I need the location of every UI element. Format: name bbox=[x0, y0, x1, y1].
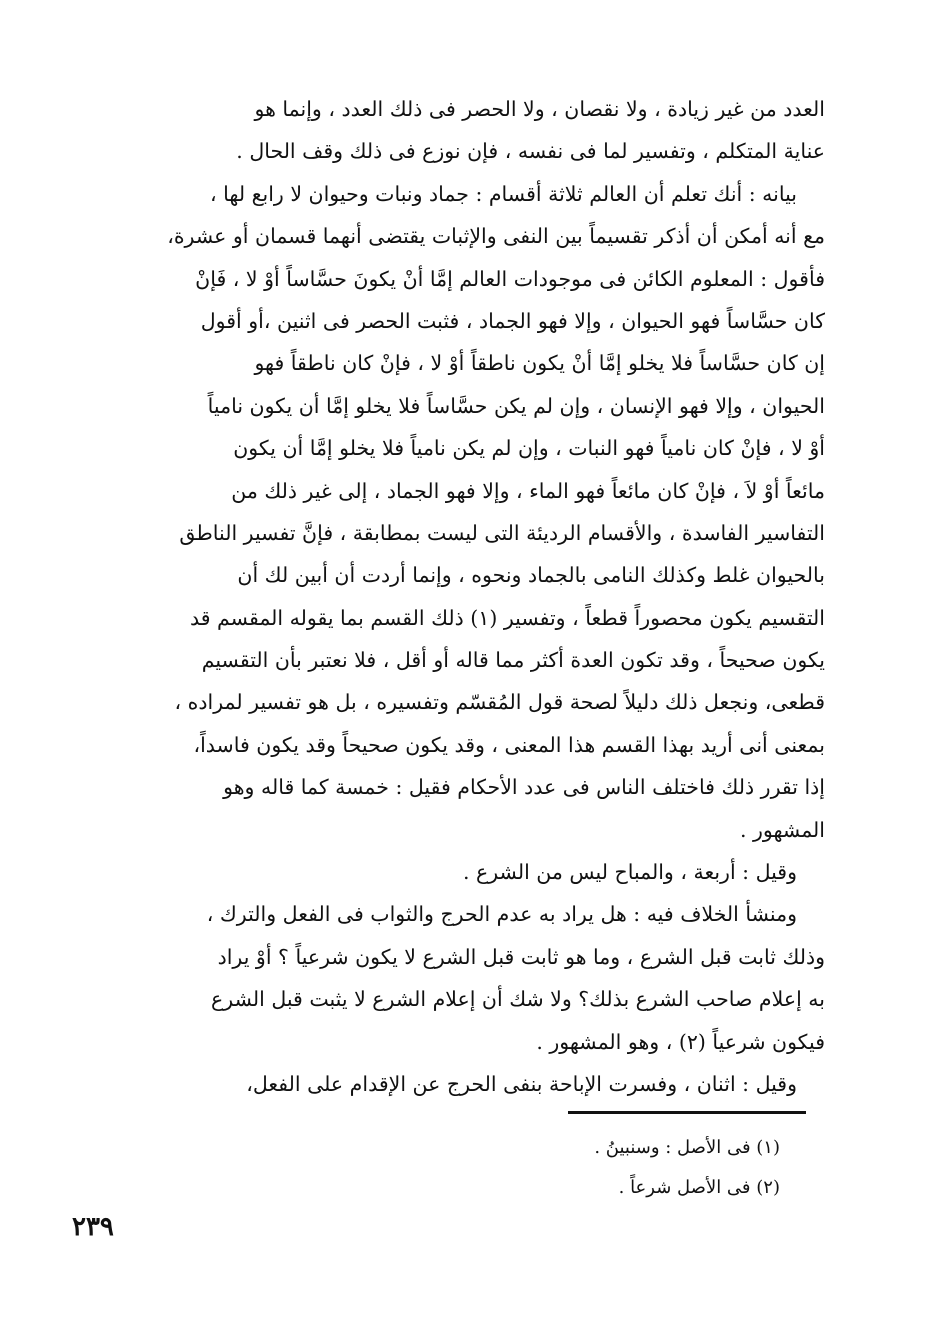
text-line: التقسيم يكون محصوراً قطعاً ، وتفسير (١) ذلك القسم بما يقوله المقسم قد bbox=[189, 605, 825, 630]
text-line: التفاسير الفاسدة ، والأقسام الرديئة التى ليست بمطابقة ، فإنَّ تفسير الناطق bbox=[179, 520, 825, 545]
text-line: أوْ لا ، فإنْ كان نامياً فهو النبات ، وإن لم يكن نامياً فلا يخلو إمَّا أن يكون bbox=[233, 436, 825, 461]
text-line: وقيل : أربعة ، والمباح ليس من الشرع . bbox=[462, 860, 797, 885]
text-line: بيانه : أنك تعلم أن العالم ثلاثة أقسام : جماد ونبات وحيوان لا رابع لها ، bbox=[210, 181, 797, 206]
text-line: فأقول : المعلوم الكائن فى موجودات العالم إمَّا أنْ يكونَ حسَّاساً أوْ لا ، فَإنْ bbox=[195, 266, 825, 291]
footnote-1: (١) فى الأصل : وسنبينُ . bbox=[594, 1137, 780, 1158]
body-text bbox=[95, 88, 825, 1105]
text-line: كان حسَّاساً فهو الحيوان ، وإلا فهو الجماد ، فثبت الحصر فى اثنين ،أو أقول bbox=[200, 308, 825, 333]
text-line: بمعنى أنى أريد بهذا القسم هذا المعنى ، وقد يكون صحيحاً وقد يكون فاسداً، bbox=[193, 732, 825, 757]
text-line: إن كان حسَّاساً فلا يخلو إمَّا أنْ يكون ناطقاً أوْ لا ، فإنْ كان ناطقاً فهو bbox=[254, 351, 825, 376]
text-line: مائعاً أوْ لاَ ، فإنْ كان مائعاً فهو الماء ، وإلا فهو الجماد ، إلى غير ذلك من bbox=[231, 478, 825, 503]
text-line: يكون صحيحاً ، وقد تكون العدة أكثر مما قاله أو أقل ، فلا نعتبر بأن التقسيم bbox=[201, 648, 825, 673]
footnotes bbox=[380, 1128, 780, 1208]
text-line: الحيوان ، وإلا فهو الإنسان ، وإن لم يكن حسَّاساً فلا يخلو إمَّا أن يكون نامياً bbox=[207, 393, 825, 418]
footnote-divider bbox=[568, 1111, 806, 1114]
text-line: عناية المتكلم ، وتفسير لما فى نفسه ، فإن نوزع فى ذلك وقف الحال . bbox=[236, 139, 825, 164]
text-line: العدد من غير زيادة ، ولا نقصان ، ولا الحصر فى ذلك العدد ، وإنما هو bbox=[254, 97, 825, 121]
text-line: قطعى، ونجعل ذلك دليلاً لصحة قول المُقسّم وتفسيره ، بل هو تفسير لمراده ، bbox=[174, 690, 825, 715]
footnote-2: (٢) فى الأصل شرعاً . bbox=[618, 1177, 780, 1198]
text-line: وقيل : اثنان ، وفسرت الإباحة بنفى الحرج عن الإقدام على الفعل، bbox=[246, 1071, 797, 1096]
text-line: المشهور . bbox=[739, 817, 825, 842]
text-line: به إعلام صاحب الشرع بذلك؟ ولا شك أن إعلام الشرع لا يثبت قبل الشرع bbox=[211, 987, 825, 1012]
text-line: وذلك ثابت قبل الشرع ، وما هو ثابت قبل الشرع لا يكون شرعياً ؟ أوْ يراد bbox=[217, 944, 825, 969]
text-line: إذا تقرر ذلك فاختلف الناس فى عدد الأحكام فقيل : خمسة كما قاله وهو bbox=[223, 775, 825, 800]
text-line: بالحيوان غلط وكذلك النامى بالجماد ونحوه ، وإنما أردت أن أبين لك أن bbox=[237, 563, 825, 588]
page-number: ٢٣٩ bbox=[72, 1212, 114, 1242]
text-line: مع أنه أمكن أن أذكر تقسيماً بين النفى والإثبات يقتضى أنهما قسمان أو عشرة، bbox=[167, 224, 825, 249]
text-line: فيكون شرعياً (٢) ، وهو المشهور . bbox=[536, 1029, 825, 1054]
text-line: ومنشأ الخلاف فيه : هل يراد به عدم الحرج والثواب فى الفعل والترك ، bbox=[206, 902, 797, 927]
